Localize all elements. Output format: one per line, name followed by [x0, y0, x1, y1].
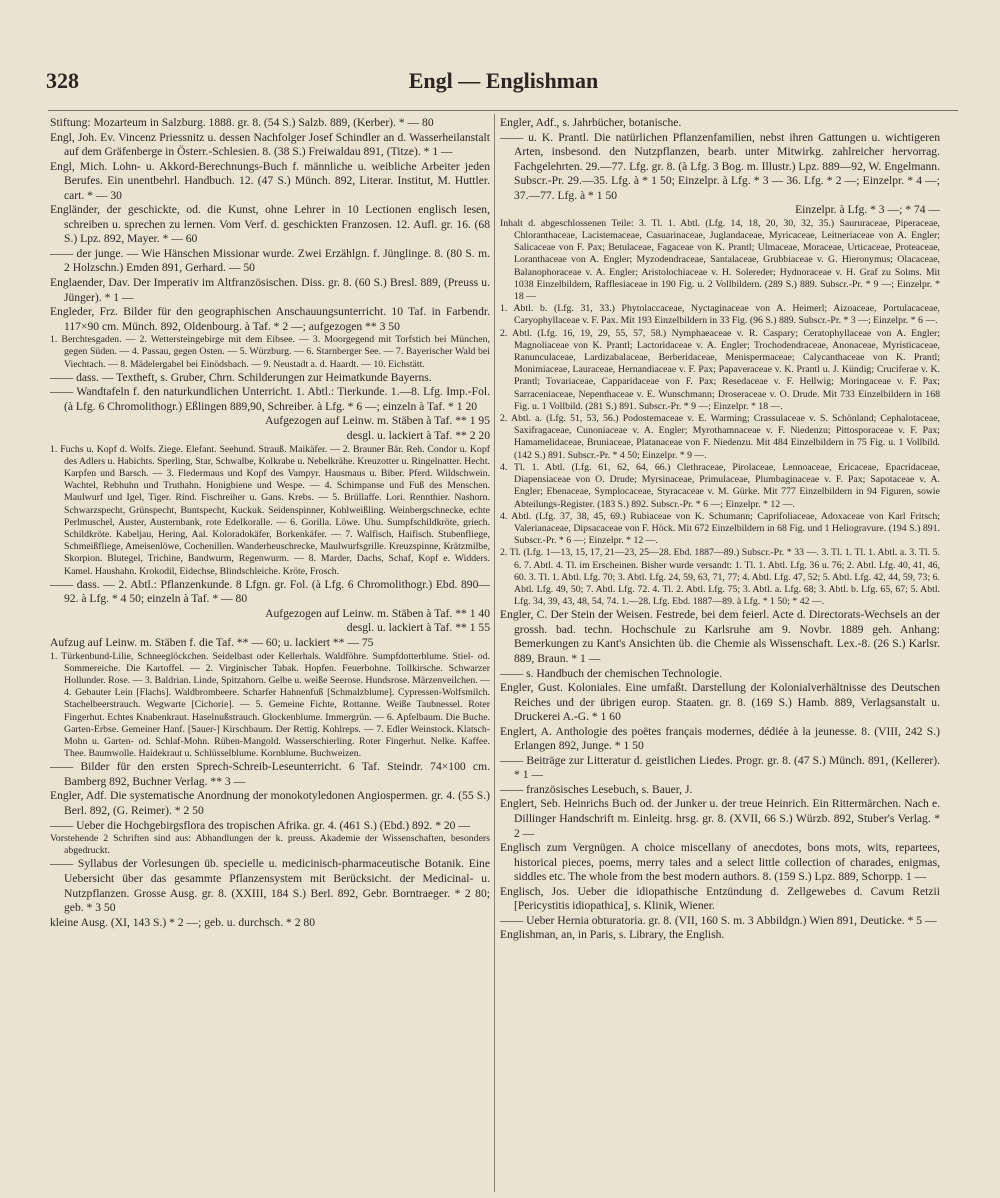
bibliography-entry: —— Bilder für den ersten Sprech-Schreib-Leseunterricht. 6 Taf. Steindr. 74×100 cm. Bamberg 892, Buchner Verlag. ** 3 — — [50, 760, 490, 788]
bibliography-entry: Aufzug auf Leinw. m. Stäben f. die Taf. ** — 60; u. lackiert ** — 75 — [50, 635, 374, 649]
bibliography-entry: kleine Ausg. (XI, 143 S.) * 2 —; geb. u. durchsch. * 2 80 — [50, 915, 316, 929]
contents-note: 1. Abtl. b. (Lfg. 31, 33.) Phytolaccaceae, Nyctaginaceae von A. Heimerl; Aizoaceae, Portulacaceae, Caryophyllaceae v. F. Pax. Mit 193 Einzelbildern in 33 Fig. (96 S.) 889. Subscr.-Pr. * 3 —; Einzelpr. * 6 —. — [500, 303, 940, 327]
bibliography-entry: Aufgezogen auf Leinw. m. Stäben à Taf. ** 1 95 — [265, 414, 490, 428]
bibliography-entry: —— der junge. — Wie Hänschen Missionar wurde. Zwei Erzählgn. f. Jünglinge. 8. (80 S. m. 2 Holzschn.) Emden 891, Gerhard. — 50 — [50, 246, 490, 275]
page-header — [46, 68, 961, 102]
bibliography-entry: —— u. K. Prantl. Die natürlichen Pflanzenfamilien, nebst ihren Gattungen u. wichtigeren Arten, insbesond. den Nutzpflanzen, bearb. unter Mitwirkg. zahlreicher hervorrag. Fachgelehrten. 29.—77. Lfg. gr. 8. (à Lfg. 3 Bog. m. Illustr.) Lpz. 889—92, W. Engelmann. Subscr.-Pr. 29.—35. Lfg. à * 1 50; Einzelpr. à Lfg. * 3 — 36. Lfg. * 2 —; Einzelpr. * 4 —; 37.—77. Lfg. à * 1 50 — [500, 130, 940, 202]
bibliography-entry: Einzelpr. à Lfg. * 3 —; * 74 — — [795, 203, 940, 217]
bibliography-entry: —— Ueber die Hochgebirgsflora des tropischen Afrika. gr. 4. (461 S.) (Ebd.) 892. * 20 — — [50, 818, 470, 832]
bibliography-entry: —— dass. — 2. Abtl.: Pflanzenkunde. 8 Lfgn. gr. Fol. (à Lfg. 6 Chromolithogr.) Ebd. 890—92. à Lfg. * 4 50; einzeln à Taf. * — 80 — [50, 577, 490, 606]
bibliography-entry: Engl, Mich. Lohn- u. Akkord-Berechnungs-Buch f. männliche u. weibliche Arbeiter jeden Berufes. Ein unentbehrl. Handbuch. 12. (47 S.) Münch. 892, Literar. Institut, M. Huttler. cart. * — 30 — [50, 159, 490, 202]
bibliography-entry: Englishman, an, in Paris, s. Library, the English. — [500, 928, 725, 942]
bibliography-entry: Engländer, der geschickte, od. die Kunst, ohne Lehrer in 10 Lectionen englisch lesen, schreiben u. sprechen zu lernen. Vom Verf. d. geschickten Franzosen. 12. Aufl. gr. 16. (68 S.) Lpz. 892, Mayer. * — 60 — [50, 203, 490, 246]
column-divider — [494, 114, 495, 1192]
running-title: Engl — Englishman — [408, 68, 599, 93]
bibliography-entry: Englaender, Dav. Der Imperativ im Altfranzösischen. Diss. gr. 8. (60 S.) Bresl. 889, (Preuss u. Jünger). * 1 — — [50, 276, 490, 304]
contents-note: 2. Abtl. (Lfg. 16, 19, 29, 55, 57, 58.) Nymphaeaceae v. R. Caspary; Ceratophyllaceae von A. Engler; Magnoliaceae von K. Prantl; Lactoridaceae v. A. Engler; Trochodendraceae, Anonaceae, Myristicaceae, Ranunculaceae, Lardizabalaceae, Berberidaceae, Menispermaceae; Calycanthaceae von K. Prantl; Monimiaceae, Lauraceae, Hernandiaceae v. F. Pax; Papaveraceae v. K. Prantl u. J. Kündig; Cruciferae v. K. Prantl; Tovariaceae, Capparidaceae von F. Pax; Resedaceae v. F. Hellwig; Moringaceae v. F. Pax; Sarraceniaceae, Nepenthaceae v. E. Wunschmann; Droseraceae v. O. Drude. Mit 733 Einzelbildern in 168 Fig. u. 1 Vollbild. (281 S.) 891. Subscr.-Pr. * 9 —; Einzelpr. * 18 —. — [500, 327, 940, 412]
contents-note: 4. Tl. 1. Abtl. (Lfg. 61, 62, 64, 66.) Clethraceae, Pirolaceae, Lennoaceae, Ericaceae, Epacridaceae, Diapensiaceae von O. Drude; Myrsinaceae, Primulaceae, Plumbaginaceae v. F. Pax; Sapotaceae v. A. Engler; Ebenaceae, Symplocaceae, Styracaceae v. M. Gürke. Mit 777 Einzelbildern in 94 Figuren, sowie Abteilungs-Register. (183 S.) 892. Subscr.-Pr. * 6 —; Einzelpr. * 12 —. — [500, 461, 940, 510]
bibliography-entry: Englert, A. Anthologie des poëtes français modernes, dédiée à la jeunesse. 8. (VIII, 242 S.) Erlangen 892, Junge. * 1 50 — [500, 724, 940, 753]
bibliography-entry: Engleder, Frz. Bilder für den geographischen Anschauungsunterricht. 10 Taf. in Farbendr. 117×90 cm. Münch. 892, Oldenbourg. à Taf. * 2 —; aufgezogen ** 3 50 — [50, 305, 490, 333]
bibliography-entry: Engler, C. Der Stein der Weisen. Festrede, bei dem feierl. Acte d. Directorats-Wechsels an der grossh. bad. techn. Hochschule zu Karlsruhe am 9. Novbr. 1889 geh. Anhang: Bemerkungen zu Kant's Ansichten üb. die Chemie als Wissenschaft. Lex.-8. (26 S.) Karlsr. 889, Braun. * 1 — — [500, 608, 940, 665]
contents-note: 2. Tl. (Lfg. 1—13, 15, 17, 21—23, 25—28. Ebd. 1887—89.) Subscr.-Pr. * 33 —. 3. Tl. 1. Tl. 1. Abtl. a. 3. Tl. 5. 6. 7. Abtl. 4. Tl. im Erscheinen. Bisher wurde versandt: 1. Tl. 1. Abtl. Lfg. 36 u. 76; 2. Abtl. Lfg. 40, 41, 46, 60. 3. Tl. 1. Abtl. Lfg. 70; 3. Abtl. Lfg. 24, 59, 63, 71, 77; 4. Abtl. Lfg. 47, 52; 5. Abtl. Lfg. 42, 44, 59, 73; 6. Abtl. Lfg. 49, 50; 7. Abtl. Lfg. 72. 4. Tl. 2. Abtl. Lfg. 75; 3. Abtl. a. Lfg. 68; 3. Abtl. b. Lfg. 65, 67; 5. Abtl. Lfg. 34, 39, 43, 48, 54, 74. 1.—28. Lfg. Ebd. 1887—89. à Lfg. * 1 50; * 42 —. — [500, 547, 940, 608]
bibliography-entry: Engler, Adf. Die systematische Anordnung der monokotyledonen Angiospermen. gr. 4. (55 S.) Berl. 892, (G. Reimer). * 2 50 — [50, 789, 490, 817]
bibliography-entry: —— s. Handbuch der chemischen Technologie. — [500, 666, 723, 680]
bibliography-entry: —— französisches Lesebuch, s. Bauer, J. — [500, 782, 693, 796]
bibliography-entry: Engler, Gust. Koloniales. Eine umfaßt. Darstellung der Kolonialverhältnisse des Deutschen Reiches und der übrigen europ. Staaten. gr. 8. (169 S.) Hamb. 889, Verlagsanstalt u. Druckerei A.-G. * 1 60 — [500, 681, 940, 724]
bibliography-entry: desgl. u. lackiert à Taf. ** 1 55 — [346, 621, 490, 635]
bibliography-entry: Englert, Seb. Heinrichs Buch od. der Junker u. der treue Heinrich. Ein Rittermärchen. Nach e. Dillinger Handschrift m. Einleitg. hrsg. gr. 8. (XVII, 66 S.) Würzb. 892, Stuber's Verlag. * 2 — — [500, 797, 940, 840]
bibliography-entry: —— Wandtafeln f. den naturkundlichen Unterricht. 1. Abtl.: Tierkunde. 1.—8. Lfg. Imp.-Fol. (à Lfg. 6 Chromolithogr.) Eßlingen 889,90, Schreiber. à Lfg. * 6 —; einzeln à Taf. * 1 20 — [50, 385, 490, 413]
contents-note: 1. Türkenbund-Lilie, Schneeglöckchen. Seidelbast oder Kellerhals. Waldföhre. Sumpfdotterblume. Stiel- od. Sommereiche. Die Kartoffel. — 2. Virginischer Tabak. Hopfen. Feuerbohne. Tollkirsche. Schwarzer Hollunder. Rose. — 3. Baldrian. Linde, Spitzahorn. Gelbe u. weiße Seerose. Hundsrose. Märzenveilchen. — 4. Gebauter Lein [Flachs]. Waldbrombeere. Scharfer Hahnenfuß [Schmalzblume]. Cypressen-Wolfsmilch. Stachelbeerstrauch. Wegwarte [Cichorie]. — 5. Gemeine Fichte, Rottanne. Weiße Taubnessel. Roter Fingerhut. Echtes Knabenkraut. Haselnußstrauch. Glockenblume. Immergrün. — 6. Apfelbaum. Die Buche. Garten-Erbse. Gemeiner Hanf. [Sauer-] Kirschbaum. Der Rettig. Kohlreps. — 7. Edler Weinstock. Klatsch-Mohn u. Garten- od. Schlaf-Mohn. Rüben-Mangold. Wasserschierling. Roter Fingerhut. Nelke. Kaffee. Thee. Baumwolle. Haidekraut u. Schlüsselblume. Kornblume. Buchweizen. — [50, 650, 490, 760]
contents-note: 4. Abtl. (Lfg. 37, 38, 45, 69.) Rubiaceae von K. Schumann; Caprifoliaceae, Adoxaceae von Karl Fritsch; Valerianaceae, Dipsacaceae von F. Höck. Mit 672 Einzelbildern in 68 Fig. und 1 Heliogravure. (194 S.) 891. Subscr.-Pr. * 6 —; Einzelpr. * 12 —. — [500, 510, 940, 547]
right-column — [500, 116, 940, 1188]
left-column — [50, 116, 490, 1188]
bibliography-entry: Aufgezogen auf Leinw. m. Stäben à Taf. ** 1 40 — [265, 606, 490, 620]
contents-note: Inhalt d. abgeschlossenen Teile: 3. Tl. 1. Abtl. (Lfg. 14, 18, 20, 30, 32, 35.) Saururaceae, Piperaceae, Chloranthaceae, Lacistemaceae, Casuarinaceae, Juglandaceae, Myricaceae, Leitneriaceae von A. Engler; Salicaceae von F. Pax; Betulaceae, Fagaceae von K. Prantl; Ulmaceae, Moraceae, Urticaceae, Proteaceae, Loranthaceae von A. Engler; Myzodendraceae, Santalaceae, Grubbiaceae v. G. Hieronymus; Olacaceae, Balanophoraceae v. A. Engler; Aristolochiaceae v. H. Solereder; Hydnoraceae v. H. Graf zu Solms. Mit 1038 Einzelbildern, Rafflesiaceae in 190 Fig. u. 2 Vollbildern. (289 S.) 889. Subscr.-Pr. * 9 —; Einzelpr. * 18 — — [500, 217, 940, 303]
bibliography-entry: Stiftung: Mozarteum in Salzburg. 1888. gr. 8. (54 S.) Salzb. 889, (Kerber). * — 80 — [50, 116, 434, 129]
bibliography-entry: desgl. u. lackiert à Taf. ** 2 20 — [346, 429, 490, 442]
bibliography-entry: —— Beiträge zur Litteratur d. geistlichen Liedes. Progr. gr. 8. (47 S.) Münch. 891, (Kellerer). * 1 — — [500, 753, 940, 782]
contents-note: 1. Fuchs u. Kopf d. Wolfs. Ziege. Elefant. Seehund. Strauß. Maikäfer. — 2. Brauner Bär. Reh. Condor u. Kopf des Adlers u. Habichts. Sperling, Star, Schwalbe, Kolkrabe u. Nebelkrähe. Kreuzotter u. Ringelnatter. Hecht. Karpfen und Barsch. — 3. Fledermaus und Kopf des Vampyr. Hausmaus u. Biber. Pferd. Wildschwein. Wachtel, Rebhuhn und Truthahn. Honigbiene und Wespe. — 4. Schimpanse und Fuß des Menschen. Maulwurf und Igel, Tiger. Rind. Fischreiher u. Gans. Krebs. — 5. Brüllaffe. Lori. Rennthier. Nashorn. Schwarzspecht, Grünspecht, Buntspecht, Kuckuk. Seidenspinner, Kohlweißling. Weinbergschnecke, echte Perlmuschel, Auster, Austernbank, rote Edelkoralle. — 6. Gorilla. Löwe. Uhu. Sumpfschildkröte, griech. Schildkröte. Kabeljau, Hering, Aal. Koloradokäfer, Borkenkäfer. — 7. Walfisch, Haifisch. Stubenfliege, Schmeißfliege, Ameisenlöwe, Cochenillen. Wanderheuschrecke, Maulwurfsgrille. Kreuzspinne, Krätzmilbe, Skorpion. Blutegel, Trichine, Bandwurm, Regenwurm. — 8. Marder, Dachs, Schaf, Kopf e. Widders. Kamel. Haushahn. Krokodil, Eidechse, Blindschleiche. Kröte, Frosch. — [50, 443, 490, 577]
bibliography-entry: —— Syllabus der Vorlesungen üb. specielle u. medicinisch-pharmaceutische Botanik. Eine Uebersicht über das gesammte Pflanzensystem mit Berücksicht. der Medicinal- u. Nutzpflanzen. Grosse Ausg. gr. 8. (XXIII, 184 S.) Berl. 892, Gebr. Borntraeger. * 2 80; geb. * 3 50 — [50, 857, 490, 915]
header-rule — [48, 110, 958, 111]
bibliography-entry: Englisch zum Vergnügen. A choice miscellany of anecdotes, bons mots, wits, repartees, historical pieces, poems, merry tales and a select little collection of charades, enigmas, siddles etc. The whole from the best modern authors. 8. (159 S.) Lpz. 889, Schorpp. 1 — — [500, 841, 940, 884]
bibliography-entry: Englisch, Jos. Ueber die idiopathische Entzündung d. Zellgewebes d. Cavum Retzii [Pericystitis idiopathica], s. Klinik, Wiener. — [500, 884, 940, 913]
bibliography-entry: Engler, Adf., s. Jahrbücher, botanische. — [500, 116, 682, 129]
page-number: 328 — [46, 68, 79, 93]
bibliography-entry: —— dass. — Textheft, s. Gruber, Chrn. Schilderungen zur Heimatkunde Bayerns. — [50, 370, 432, 384]
bibliography-entry: —— Ueber Hernia obturatoria. gr. 8. (VII, 160 S. m. 3 Abbildgn.) Wien 891, Deuticke. * 5 — — [500, 913, 937, 927]
contents-note: 1. Berchtesgaden. — 2. Wettersteingebirge mit dem Eibsee. — 3. Moorgegend mit Torfstich bei München, gegen Süden. — 4. Passau, gegen Osten. — 5. Würzburg. — 6. Starnberger See. — 7. Bayerischer Wald bei Viechtach. — 8. Mädelergabel bei Einödsbach. — 9. Neustadt a. d. Haardt. — 10. Eichstätt. — [50, 334, 490, 370]
contents-note: 2. Abtl. a. (Lfg. 51, 53, 56.) Podostemaceae v. E. Warming; Crassulaceae v. S. Schönland; Cephalotaceae, Saxifragaceae, Cunoniaceae v. A. Engler; Myrothamnaceae v. F. Niedenzu; Pittosporaceae v. F. Pax; Hamamelidaceae, Bruniaceae, Platanaceae von F. Niedenzu. Mit 484 Einzelbildern in 75 Fig. u. 1 Vollbild. (142 S.) 891. Subscr.-Pr. * 4 50; Einzelpr. * 9 —. — [500, 413, 940, 461]
contents-note: Vorstehende 2 Schriften sind aus: Abhandlungen der k. preuss. Akademie der Wissenschaften, besonders abgedruckt. — [50, 833, 490, 857]
bibliography-entry: Engl, Joh. Ev. Vincenz Priessnitz u. dessen Nachfolger Josef Schindler an d. Wasserheilanstalt auf dem Gräfenberge in Österr.-Schlesien. 8. (38 S.) Freiwaldau 891, (Titze). * 1 — — [50, 130, 490, 159]
